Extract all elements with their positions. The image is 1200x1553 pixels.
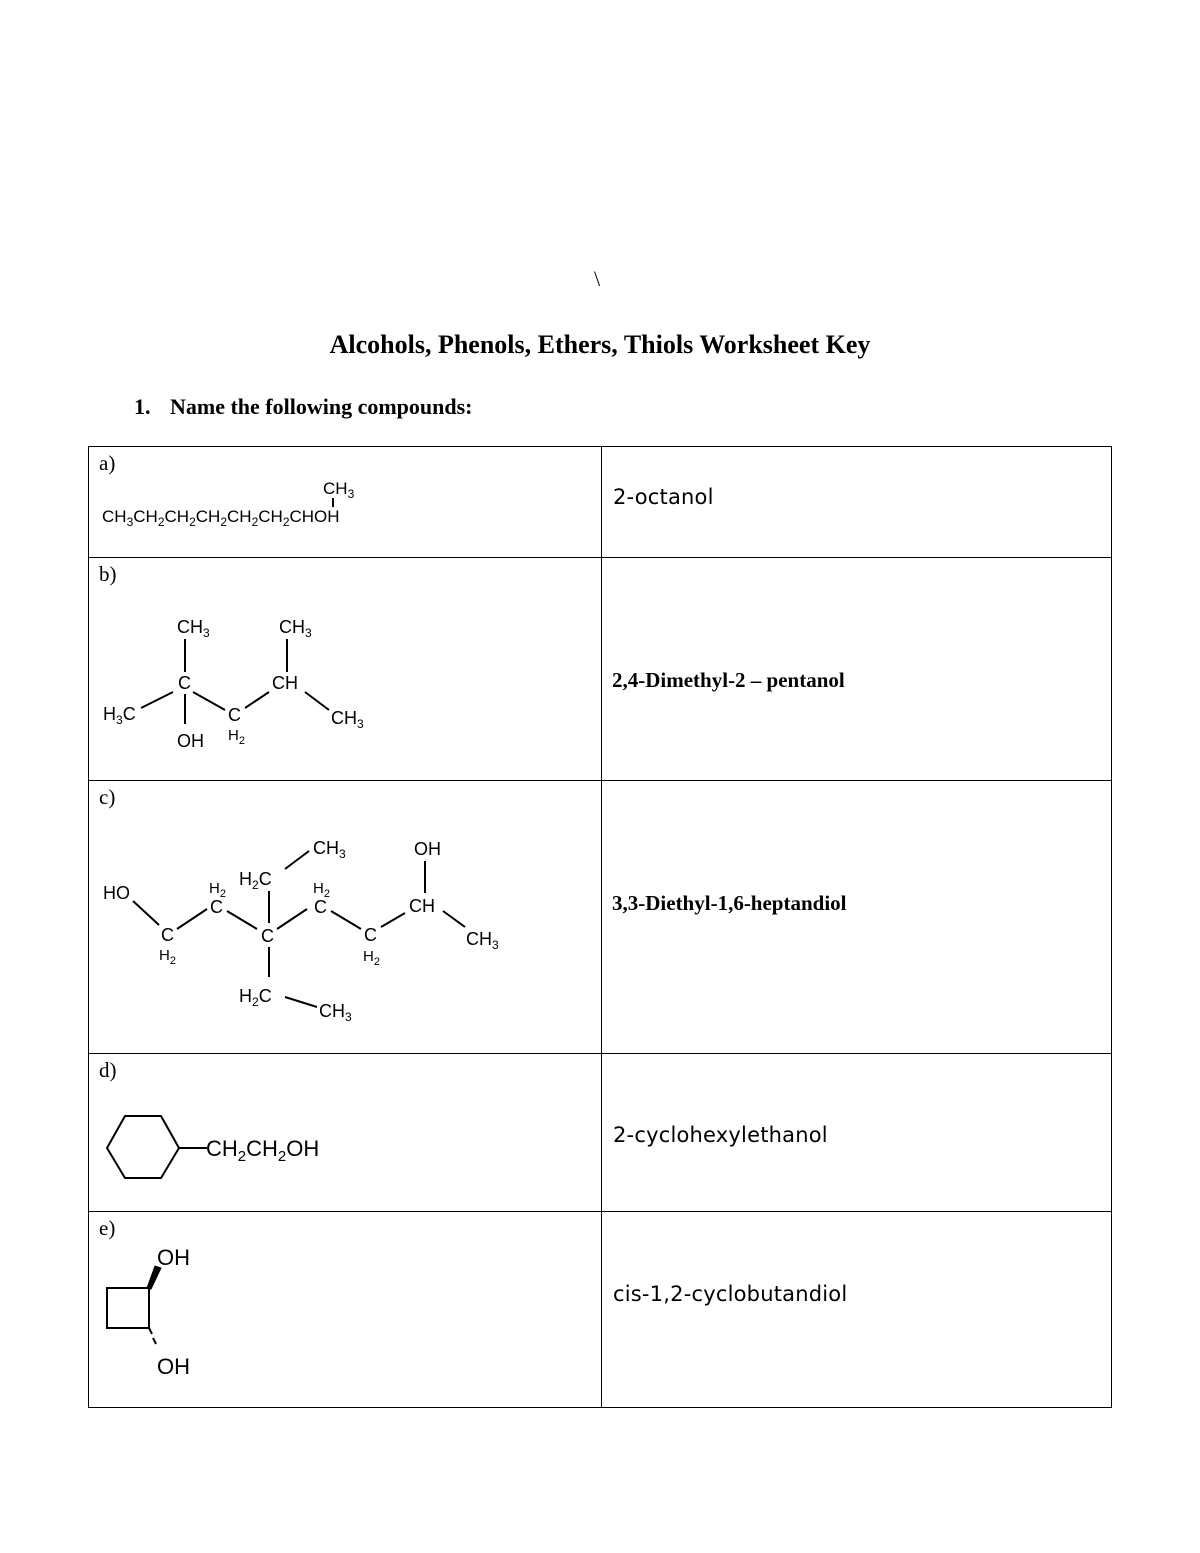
bond <box>285 851 309 869</box>
row-label: b) <box>99 562 117 586</box>
atom-label: $H_2$ <box>363 948 380 968</box>
row-label: e) <box>99 1216 116 1240</box>
row-label: a) <box>99 451 116 475</box>
bond <box>133 901 159 925</box>
atom-label: OH <box>157 1354 190 1379</box>
answer-text: 2-octanol <box>613 485 714 509</box>
page-title: Alcohols, Phenols, Ethers, Thiols Worksheet Key <box>329 330 871 359</box>
atom-label: $H_2C$ <box>239 986 272 1009</box>
bond <box>141 692 173 708</box>
answer-text: 2-cyclohexylethanol <box>613 1123 828 1147</box>
atom-label: C <box>178 673 191 693</box>
structure-b-diagram <box>89 558 601 781</box>
bond <box>227 911 257 929</box>
atom-label: $CH_3$ <box>177 617 210 640</box>
atom-label: $H_2C$ <box>239 869 272 892</box>
answer-cell-b <box>602 558 1112 781</box>
bond <box>305 692 329 710</box>
hash-bond <box>149 1328 152 1334</box>
atom-label: $H_3C$ <box>103 704 136 727</box>
structure-cell-b <box>89 558 602 781</box>
bond <box>277 909 307 929</box>
answer-text: 2,4-Dimethyl-2 – pentanol <box>612 668 845 692</box>
chain-text: $CH_3CH_2CH_2CH_2CH_2CH_2CHOH$ <box>102 507 340 529</box>
atom-label: $CH_3$ <box>466 929 499 952</box>
answer-text: cis-1,2-cyclobutandiol <box>613 1282 848 1306</box>
bond <box>331 911 361 929</box>
answer-cell-a <box>602 447 1112 558</box>
answer-cell-d <box>602 1054 1112 1212</box>
cyclobutane-ring <box>107 1288 149 1328</box>
atom-label: $H_2$ <box>313 880 330 900</box>
atom-label: C <box>314 897 327 917</box>
atom-label: C <box>364 925 377 945</box>
atom-label: CH <box>409 896 435 916</box>
atom-label: $CH_3$ <box>331 708 364 731</box>
bond <box>381 913 405 927</box>
structure-cell-e <box>89 1212 602 1408</box>
atom-label: $CH_3$ <box>313 838 346 861</box>
cyclohexane-ring <box>107 1116 179 1178</box>
bond <box>193 692 225 710</box>
atom-label: $CH_3$ <box>323 479 355 501</box>
question-number: 1. <box>134 394 151 419</box>
atom-label: $CH_3$ <box>279 617 312 640</box>
atom-label: OH <box>157 1245 190 1270</box>
structure-d-diagram <box>89 1054 601 1212</box>
table-row <box>89 1212 1112 1408</box>
answer-text: 3,3-Diethyl-1,6-heptandiol <box>612 891 847 915</box>
structure-cell-a <box>89 447 602 558</box>
structure-cell-d <box>89 1054 602 1212</box>
structure-a-diagram <box>89 447 601 558</box>
atom-label: C <box>210 897 223 917</box>
question-1 <box>134 394 473 420</box>
question-text: Name the following compounds: <box>170 394 473 419</box>
row-label: c) <box>99 785 116 809</box>
atom-label: C <box>228 705 241 725</box>
stray-backslash: \ <box>594 266 601 291</box>
atom-label: HO <box>103 883 130 903</box>
atom-label: C <box>261 926 274 946</box>
atom-label: $H_2$ <box>159 947 176 967</box>
atom-label: $H_2$ <box>209 880 226 900</box>
bond <box>245 692 269 708</box>
atom-label: $CH_3$ <box>319 1001 352 1024</box>
hash-bond <box>153 1338 156 1344</box>
table-row <box>89 447 1112 558</box>
atom-label: OH <box>414 839 441 859</box>
compounds-table <box>88 446 1112 1408</box>
atom-label: $H_2$ <box>228 727 245 747</box>
structure-cell-c <box>89 781 602 1054</box>
table-row <box>89 1054 1112 1212</box>
table-row <box>89 558 1112 781</box>
answer-cell-e <box>602 1212 1112 1408</box>
table-row <box>89 781 1112 1054</box>
atom-label: C <box>161 925 174 945</box>
bond <box>443 911 465 927</box>
atom-label: OH <box>177 731 204 751</box>
atom-label: $CH_2CH_2OH$ <box>206 1136 320 1165</box>
bond <box>285 997 317 1007</box>
atom-label: CH <box>272 673 298 693</box>
answer-cell-c <box>602 781 1112 1054</box>
row-label: d) <box>99 1058 117 1082</box>
bond <box>177 909 207 929</box>
structure-c-diagram <box>89 781 601 1054</box>
structure-e-diagram <box>89 1212 601 1408</box>
